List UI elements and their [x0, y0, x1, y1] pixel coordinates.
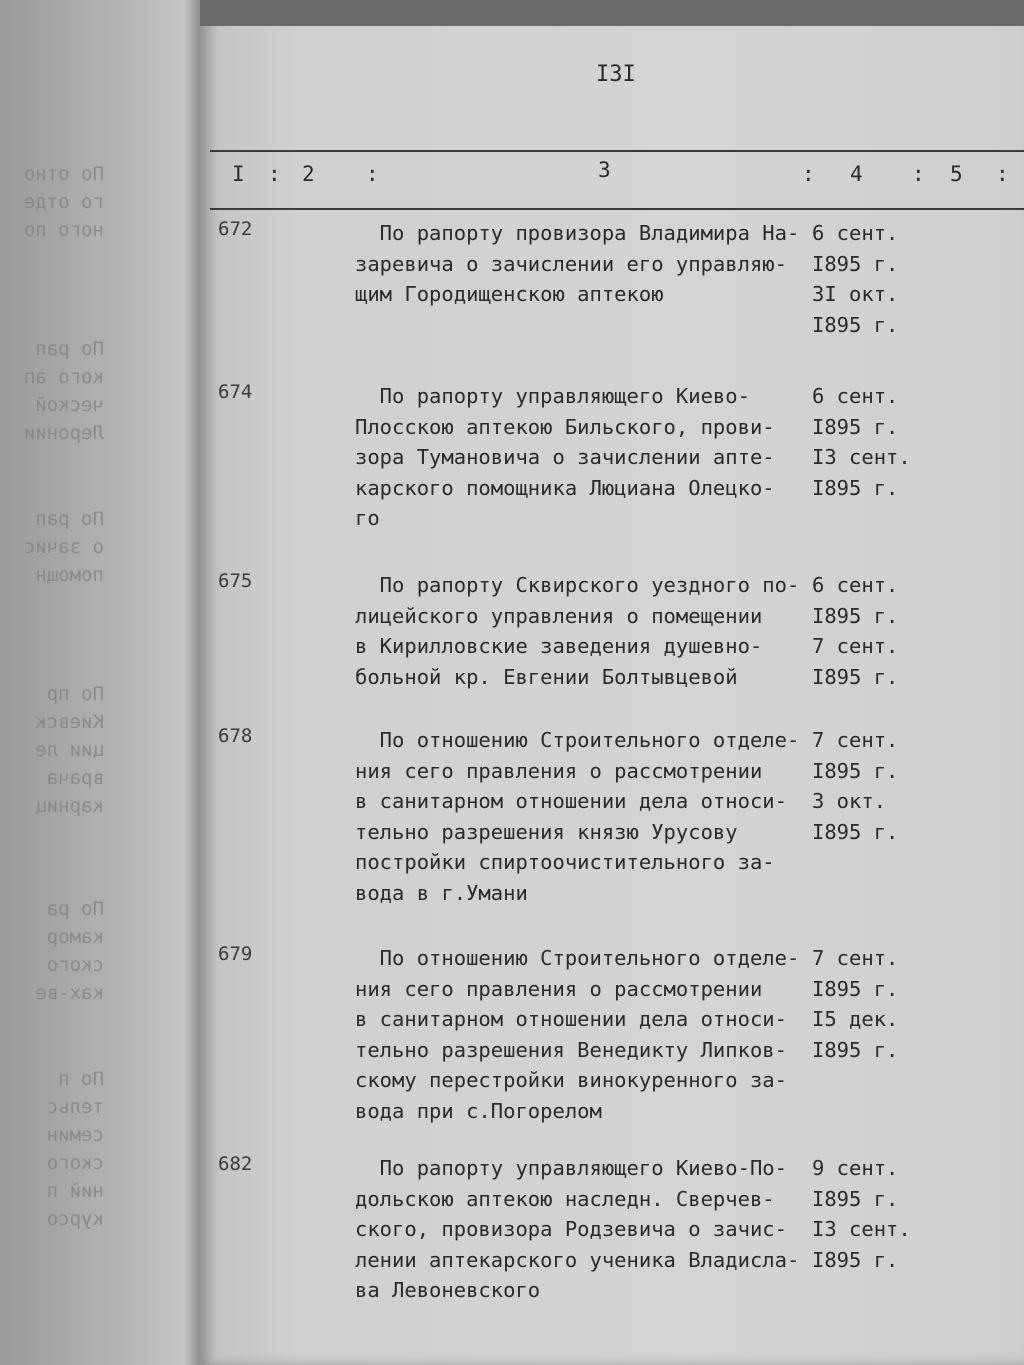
column-header-5: 5: [950, 162, 963, 186]
background-strip: [200, 0, 1024, 26]
entry-text: По отношению Строительного отделе- ния сего правления о рассмотрении в санитарном отношении дела относи- тельно разрешения князю Урусову постройки спиртоочистительного за- вода в г.Умани: [355, 728, 800, 905]
left-page: [0, 0, 200, 1365]
column-header-4: 4: [850, 162, 863, 186]
entry-number: 678: [218, 725, 253, 747]
entry-text: По рапорту управляющего Киево-По- дольскою аптекою наследн. Сверчев- ского, провизора Родзевича о зачис- лении аптекарского ученика Владисла- ва Левоневского: [355, 1156, 800, 1302]
page-number: I3I: [596, 62, 636, 87]
entry-dates: 6 сент. I895 г. I3 сент. I895 г.: [812, 384, 911, 500]
column-separator: :: [366, 162, 379, 186]
column-separator: :: [802, 162, 815, 186]
column-header-3: 3: [598, 158, 611, 182]
column-header-1: I: [232, 162, 245, 186]
column-separator: :: [268, 162, 281, 186]
column-separator: :: [912, 162, 925, 186]
bleed-through-text: По рап о зачис помощн: [23, 508, 104, 586]
entry-dates: 7 сент. I895 г. I5 дек. I895 г.: [812, 946, 899, 1062]
column-header-2: 2: [302, 162, 315, 186]
bleed-through-text: По п тельс семин ского ний п курсо: [46, 1068, 104, 1230]
entry-dates: 6 сент. I895 г. 3I окт. I895 г.: [812, 221, 899, 337]
entry-dates: 6 сент. I895 г. 7 сент. I895 г.: [812, 573, 899, 689]
entry-text: По рапорту управляющего Киево- Плосскою аптекою Бильского, прови- зора Тумановича о зачислении апте- карского помощника Люциана Олецко- го: [355, 384, 775, 530]
bleed-through-text: По отно го отде ного по: [23, 163, 104, 241]
entry-dates: 9 сент. I895 г. I3 сент. I895 г.: [812, 1156, 911, 1272]
entry-number: 675: [218, 570, 253, 592]
entry-number: 672: [218, 218, 253, 240]
column-header-row: [210, 150, 1024, 210]
entry-text: По рапорту Сквирского уездного по- лицейского управления о помещении в Кирилловские заведения душевно- больной кр. Евгении Болтывцевой: [355, 573, 800, 689]
entry-text: По отношению Строительного отделе- ния сего правления о рассмотрении в санитарном отношении дела относи- тельно разрешения Венедикту Липков- скому перестройки винокуренного за- вода при с.Погорелом: [355, 946, 800, 1123]
bleed-through-text: По пр Киевск ции ле врача карниц: [35, 683, 104, 817]
column-separator: :: [996, 162, 1009, 186]
entry-number: 679: [218, 943, 253, 965]
entry-dates: 7 сент. I895 г. 3 окт. I895 г.: [812, 728, 899, 844]
entry-text: По рапорту провизора Владимира На- заревича о зачислении его управляю- щим Городищенскою аптекою: [355, 221, 800, 306]
bleed-through-text: По ра камор ского ках-ве: [35, 898, 104, 1004]
entry-number: 674: [218, 381, 253, 403]
bleed-through-text: По рап кого ап ческой Леронии: [23, 338, 104, 444]
entry-number: 682: [218, 1153, 253, 1175]
